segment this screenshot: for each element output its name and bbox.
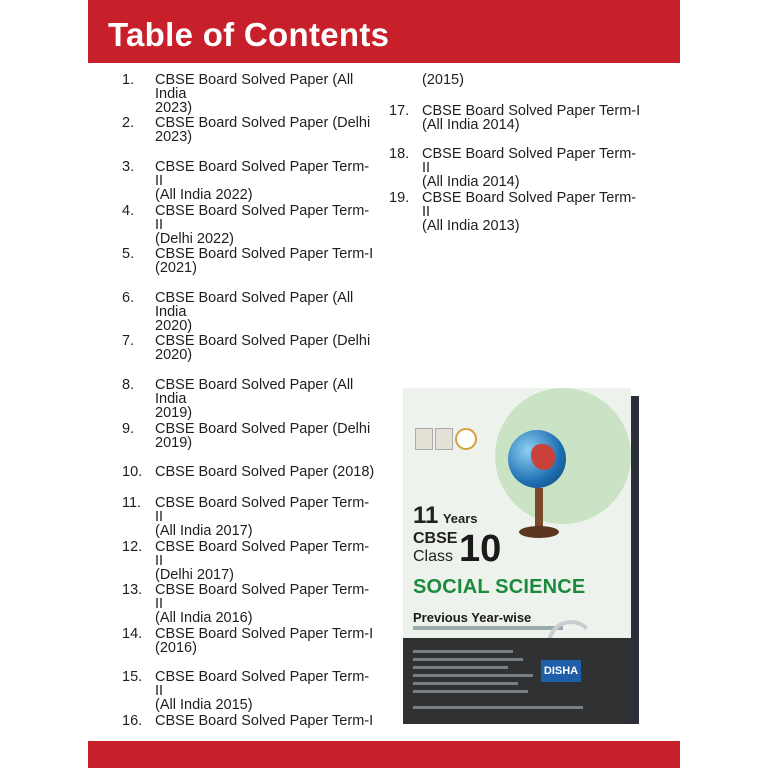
toc-item-title-line1: CBSE Board Solved Paper (2018) xyxy=(155,464,375,480)
book-class-word: Class xyxy=(413,548,454,565)
globe-base xyxy=(519,526,559,538)
toc-item-title-line2: (All India 2014) xyxy=(422,174,520,190)
toc-item-title-line1: CBSE Board Solved Paper Term-I xyxy=(422,103,641,119)
toc-item-number: 16. xyxy=(122,713,143,729)
toc-item-title-line1: CBSE Board Solved Paper (All India xyxy=(155,377,354,407)
book-class-number: 10 xyxy=(459,528,502,570)
toc-item-title-line1: CBSE Board Solved Paper Term-II xyxy=(422,190,637,220)
toc-item-number: 15. xyxy=(122,669,143,685)
toc-item-title-line1: CBSE Board Solved Paper Term-II xyxy=(155,203,370,233)
toc-item-title-line1: CBSE Board Solved Paper (All India xyxy=(155,290,354,320)
footer-banner xyxy=(88,741,680,768)
book-cover-image xyxy=(403,388,631,724)
publisher-logo: DISHA xyxy=(541,660,581,682)
toc-item-number: 12. xyxy=(122,539,143,555)
toc-item-title-line2: 2019) xyxy=(155,435,193,451)
toc-item-number: 11. xyxy=(122,495,142,511)
toc-continuation-text: (2015) xyxy=(422,72,464,88)
toc-item-number: 18. xyxy=(389,146,410,162)
toc-item-title xyxy=(422,191,642,233)
toc-item-number: 5. xyxy=(122,246,135,262)
toc-item-title-line2: (Delhi 2022) xyxy=(155,231,234,247)
toc-item-title-line2: (All India 2016) xyxy=(155,610,253,626)
toc-item-title xyxy=(155,714,375,728)
toc-item-title xyxy=(155,334,375,362)
toc-item-title-line1: CBSE Board Solved Paper (All India xyxy=(155,72,354,102)
toc-item-title-line1: CBSE Board Solved Paper Term-I xyxy=(155,246,374,262)
toc-item-title xyxy=(422,104,642,132)
toc-item-title xyxy=(155,496,375,538)
book-years xyxy=(413,502,478,530)
toc-item-number: 3. xyxy=(122,159,135,175)
toc-item-title-line1: CBSE Board Solved Paper (Delhi xyxy=(155,115,371,131)
header-banner xyxy=(88,0,680,63)
toc-item-title-line2: 2020) xyxy=(155,318,193,334)
toc-item-title-line2: 2019) xyxy=(155,405,193,421)
toc-item-title-line1: CBSE Board Solved Paper Term-I xyxy=(155,626,374,642)
book-subtitle-line xyxy=(413,626,563,630)
toc-item-title-line2: 2020) xyxy=(155,347,193,363)
toc-item-number: 19. xyxy=(389,190,410,206)
book-board: CBSE xyxy=(413,530,458,547)
bullet-line xyxy=(413,650,513,653)
toc-item-title-line2: 2023) xyxy=(155,129,193,145)
bullet-line xyxy=(413,658,523,661)
toc-item-title xyxy=(155,116,375,144)
bullet-line xyxy=(413,674,533,677)
toc-item-title xyxy=(155,540,375,582)
toc-item-title-line1: CBSE Board Solved Paper (Delhi xyxy=(155,333,371,349)
bullet-line xyxy=(413,706,583,709)
toc-item-title xyxy=(155,160,375,202)
toc-item-title-line2: (All India 2015) xyxy=(155,697,253,713)
toc-item-title-line2: (All India 2022) xyxy=(155,187,253,203)
badge-icon xyxy=(435,428,453,450)
toc-item-title-line1: CBSE Board Solved Paper Term-II xyxy=(422,146,637,176)
toc-item-title xyxy=(155,291,375,333)
globe-stand xyxy=(535,488,543,530)
seal-icon xyxy=(455,428,477,450)
toc-item-number: 6. xyxy=(122,290,135,306)
years-number: 11 xyxy=(413,502,439,529)
toc-item-title-line2: 2023) xyxy=(155,100,193,116)
bullet-line xyxy=(413,682,518,685)
toc-item-number: 14. xyxy=(122,626,143,642)
toc-item-title xyxy=(155,204,375,246)
toc-item-title-line1: CBSE Board Solved Paper Term-II xyxy=(155,582,370,612)
toc-item-title xyxy=(155,378,375,420)
book-tagline: Previous Year-wise xyxy=(413,610,532,625)
toc-item-number: 2. xyxy=(122,115,135,131)
years-word: Years xyxy=(442,511,478,526)
badge-icon xyxy=(415,428,433,450)
book-subject: SOCIAL SCIENCE xyxy=(413,576,586,598)
toc-item-number: 8. xyxy=(122,377,135,393)
toc-item-title xyxy=(155,465,375,479)
toc-item-title-line2: (All India 2014) xyxy=(422,117,520,133)
bullet-line xyxy=(413,666,508,669)
bullet-line xyxy=(413,690,528,693)
toc-item-title xyxy=(155,247,375,275)
toc-item-title xyxy=(155,583,375,625)
toc-item-number: 4. xyxy=(122,203,135,219)
toc-item-number: 7. xyxy=(122,333,135,349)
toc-item-title-line2: (Delhi 2017) xyxy=(155,567,234,583)
page-title: Table of Contents xyxy=(108,16,390,53)
toc-item-number: 9. xyxy=(122,421,135,437)
toc-item-title xyxy=(155,627,375,655)
globe-land-icon xyxy=(531,444,555,470)
toc-item-title xyxy=(155,670,375,712)
toc-item-number: 17. xyxy=(389,103,410,119)
toc-item-title xyxy=(422,147,642,189)
toc-item-number: 10. xyxy=(122,464,143,480)
toc-item-number: 1. xyxy=(122,72,135,88)
toc-item-title xyxy=(155,422,375,450)
toc-item-title-line1: CBSE Board Solved Paper Term- II xyxy=(155,495,370,525)
toc-item-title-line2: (All India 2017) xyxy=(155,523,253,539)
toc-item-title-line1: CBSE Board Solved Paper Term-II xyxy=(155,159,370,189)
toc-item-title-line2: (All India 2013) xyxy=(422,218,520,234)
toc-item-title-line2: (2021) xyxy=(155,260,197,276)
toc-item-number: 13. xyxy=(122,582,143,598)
toc-item-title-line2: (2016) xyxy=(155,640,197,656)
toc-item-title-line1: CBSE Board Solved Paper Term-II xyxy=(155,669,370,699)
toc-item-title-line1: CBSE Board Solved Paper Term-I xyxy=(155,713,374,729)
toc-item-title-line1: CBSE Board Solved Paper (Delhi xyxy=(155,421,371,437)
toc-item-title-line1: CBSE Board Solved Paper Term-II xyxy=(155,539,370,569)
toc-item-title xyxy=(155,73,375,115)
